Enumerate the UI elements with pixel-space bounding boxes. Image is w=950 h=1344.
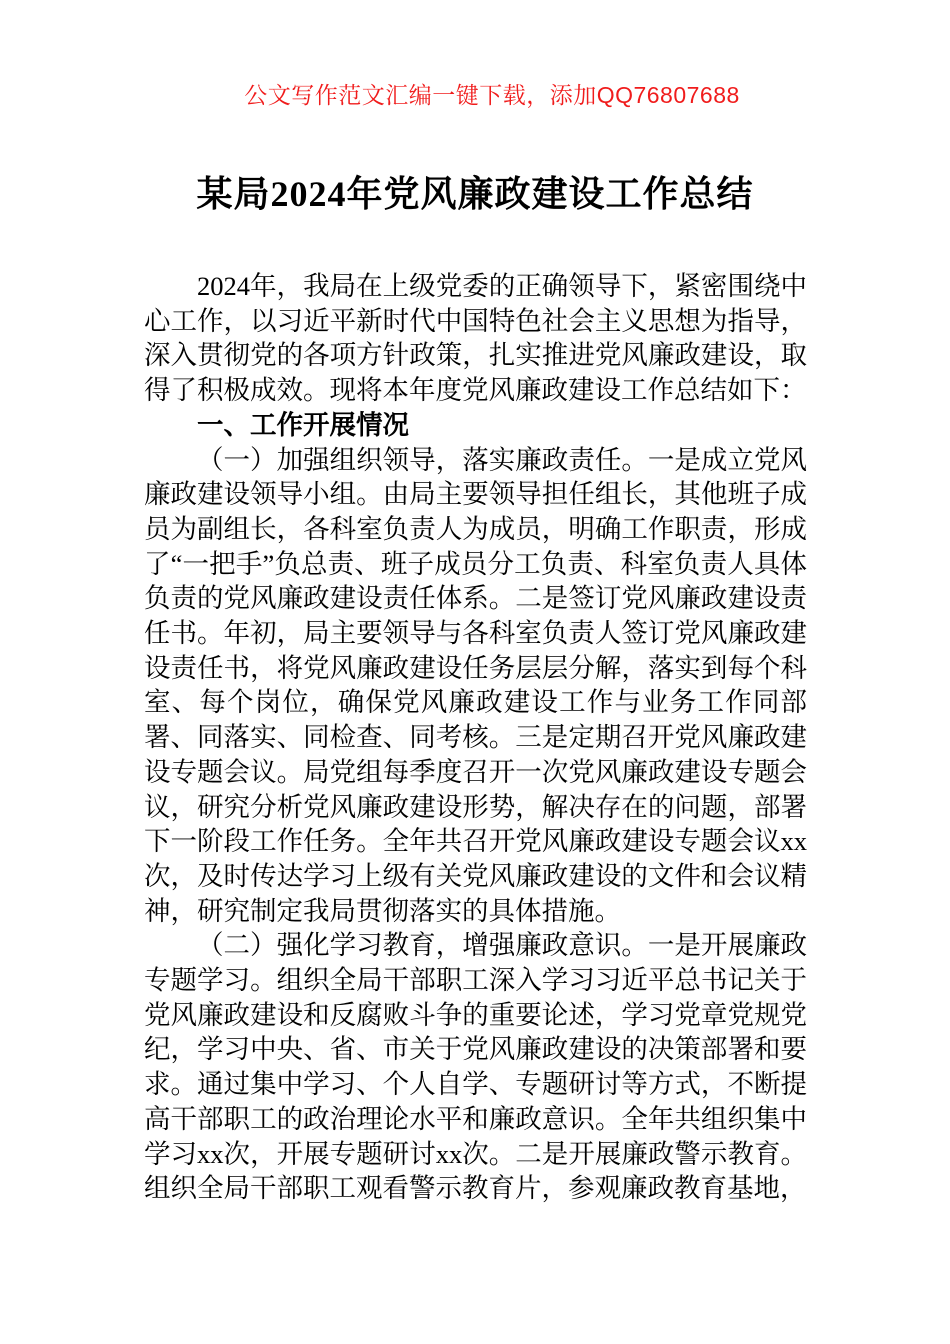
document-title: 某局2024年党风廉政建设工作总结 bbox=[196, 174, 754, 214]
paragraph-section-two: （二）强化学习教育，增强廉政意识。一是开展廉政专题学习。组织全局干部职工深入学习习近平总书记关于党风廉政建设和反腐败斗争的重要论述，学习党章党规党纪，学习中央、省、市关于党风廉政建设的决策部署和要求。通过集中学习、个人自学、专题研讨等方式，不断提高干部职工的政治理论水平和廉政意识。全年共组织集中学习xx次，开展专题研讨xx次。二是开展廉政警示教育。组织全局干部职工观看警示教育片，参观廉政教育基地， bbox=[144, 930, 807, 1204]
section-heading: 一、工作开展情况 bbox=[197, 409, 409, 440]
paragraph-intro: 2024年，我局在上级党委的正确领导下，紧密围绕中心工作，以习近平新时代中国特色社会主义思想为指导，深入贯彻党的各项方针政策，扎实推进党风廉政建设，取得了积极成效。现将本年度党风廉政建设工作总结如下： bbox=[144, 271, 807, 406]
paragraph-section-one: （一）加强组织领导，落实廉政责任。一是成立党风廉政建设领导小组。由局主要领导担任组长，其他班子成员为副组长，各科室负责人为成员，明确工作职责，形成了“一把手”负总责、班子成员分工负责、科室负责人具体负责的党风廉政建设责任体系。二是签订党风廉政建设责任书。年初，局主要领导与各科室负责人签订党风廉政建设责任书，将党风廉政建设任务层层分解，落实到每个科室、每个岗位，确保党风廉政建设工作与业务工作同部署、同落实、同检查、同考核。三是定期召开党风廉政建设专题会议。局党组每季度召开一次党风廉政建设专题会议，研究分析党风廉政建设形势，解决存在的问题，部署下一阶段工作任务。全年共召开党风廉政建设专题会议xx次，及时传达学习上级有关党风廉政建设的文件和会议精神，研究制定我局贯彻落实的具体措施。 bbox=[144, 444, 807, 926]
document-body bbox=[144, 269, 807, 1206]
header-notice: 公文写作范文汇编一键下载，添加QQ76807688 bbox=[244, 82, 740, 108]
